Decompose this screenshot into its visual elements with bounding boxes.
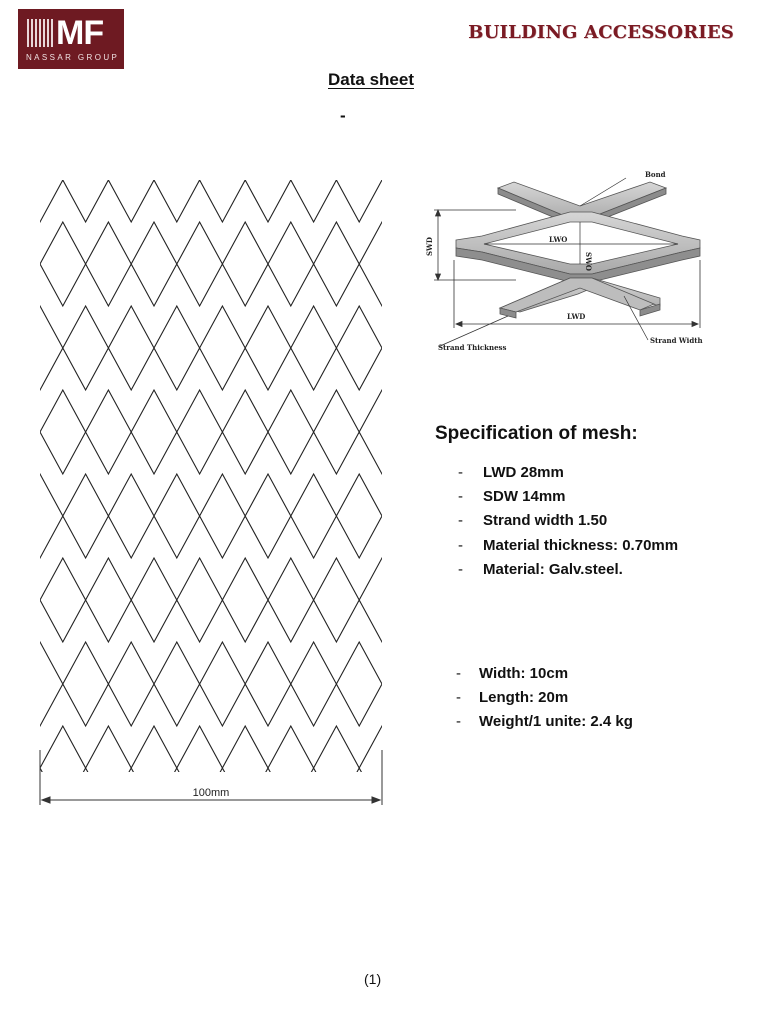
strand-thickness-label: Strand Thickness bbox=[438, 343, 507, 352]
spec-item: - Material: Galv.steel. bbox=[458, 560, 623, 578]
bond-label: Bond bbox=[645, 170, 666, 179]
specification-heading: Specification of mesh: bbox=[435, 423, 638, 444]
swo-label: SWO bbox=[584, 252, 593, 272]
spec-item: - Material thickness: 0.70mm bbox=[458, 536, 679, 554]
specification-list bbox=[458, 461, 678, 582]
lwo-label: LWO bbox=[549, 235, 568, 244]
dimension-item: - Length: 20m bbox=[456, 689, 569, 707]
logo-bars-icon bbox=[27, 19, 53, 47]
spec-item: - LWD 28mm bbox=[458, 464, 564, 481]
mesh-nomenclature-diagram bbox=[420, 160, 710, 360]
logo-mark: MF bbox=[56, 14, 104, 52]
section-title: BUILDING ACCESSORIES bbox=[468, 22, 734, 43]
dimension-item: - Weight/1 unite: 2.4 kg bbox=[456, 713, 633, 731]
lwd-label: LWD bbox=[567, 312, 586, 321]
dimension-item: - Width: 10cm bbox=[456, 665, 569, 682]
mesh-strands bbox=[30, 150, 400, 820]
spec-item: - SDW 14mm bbox=[458, 488, 566, 506]
mesh-diamond-pattern bbox=[30, 150, 400, 820]
strand-width-label: Strand Width bbox=[650, 336, 703, 345]
dimension-list bbox=[456, 662, 633, 735]
document-title: Data sheet bbox=[328, 70, 414, 89]
logo-subtitle: NASSAR GROUP bbox=[26, 53, 120, 62]
expanded-mesh-drawing bbox=[30, 150, 400, 820]
document-subtitle: - bbox=[340, 106, 346, 125]
company-logo bbox=[18, 9, 124, 69]
spec-item: - Strand width 1.50 bbox=[458, 512, 608, 530]
middle-strands bbox=[456, 212, 700, 282]
page-number: (1) bbox=[364, 971, 382, 987]
mesh-width-label: 100mm bbox=[192, 787, 230, 799]
swd-label: SWD bbox=[425, 237, 434, 256]
